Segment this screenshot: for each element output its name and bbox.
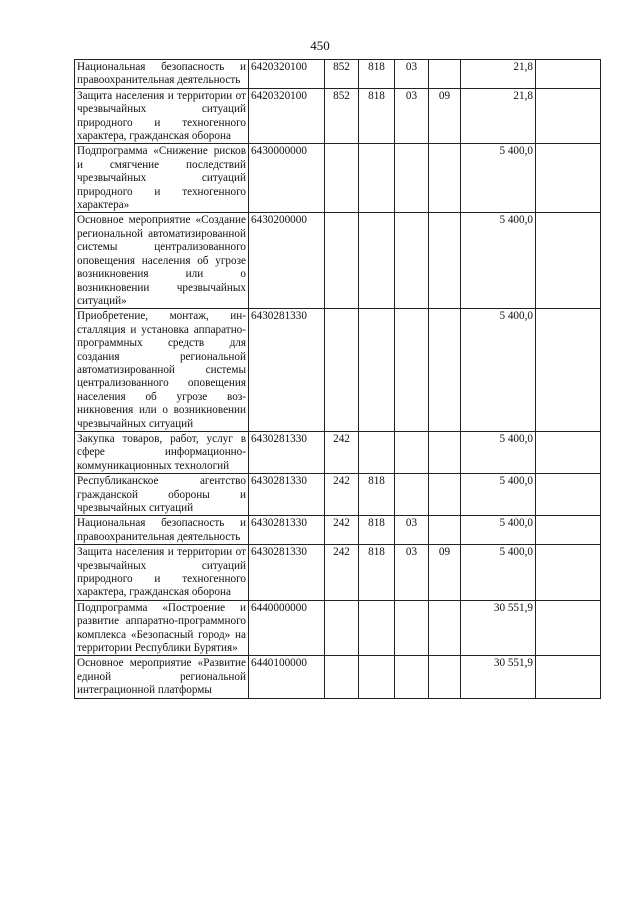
row-grbs: 818 bbox=[359, 60, 395, 89]
table-row bbox=[75, 600, 601, 656]
row-extra bbox=[536, 516, 601, 545]
row-extra bbox=[536, 309, 601, 432]
row-name: Приобретение, монтаж, инсталляция и установка аппаратно-программных средств для создания региональной автоматизированной системы централизованного оповещения населения об угрозе возникновения или о возникновении чрезвычайных ситуаций bbox=[75, 309, 249, 432]
row-extra bbox=[536, 213, 601, 309]
row-extra bbox=[536, 474, 601, 516]
row-code: 6430281330 bbox=[249, 545, 325, 601]
row-extra bbox=[536, 60, 601, 89]
row-code: 6430281330 bbox=[249, 431, 325, 473]
row-amount: 21,8 bbox=[461, 60, 536, 89]
row-code: 6430200000 bbox=[249, 213, 325, 309]
row-vr bbox=[325, 656, 359, 698]
row-amount: 5 400,0 bbox=[461, 309, 536, 432]
row-amount: 5 400,0 bbox=[461, 516, 536, 545]
row-rz: 03 bbox=[395, 516, 429, 545]
row-rz bbox=[395, 144, 429, 213]
row-pr bbox=[429, 60, 461, 89]
row-amount: 21,8 bbox=[461, 88, 536, 144]
row-vr: 242 bbox=[325, 431, 359, 473]
row-grbs bbox=[359, 309, 395, 432]
row-amount: 5 400,0 bbox=[461, 474, 536, 516]
row-name: Защита населения и территории от чрезвычайных ситуаций природного и техногенного характера, гражданская оборона bbox=[75, 545, 249, 601]
table-row bbox=[75, 309, 601, 432]
row-pr bbox=[429, 431, 461, 473]
row-vr: 242 bbox=[325, 474, 359, 516]
row-pr bbox=[429, 516, 461, 545]
row-name: Национальная безопасность и правоохранительная деятельность bbox=[75, 60, 249, 89]
row-rz bbox=[395, 431, 429, 473]
row-grbs: 818 bbox=[359, 516, 395, 545]
row-extra bbox=[536, 600, 601, 656]
row-rz: 03 bbox=[395, 545, 429, 601]
row-extra bbox=[536, 656, 601, 698]
row-grbs bbox=[359, 213, 395, 309]
row-name: Республиканское агентство гражданской обороны и чрезвычайных ситуаций bbox=[75, 474, 249, 516]
row-code: 6440100000 bbox=[249, 656, 325, 698]
row-name: Основное мероприятие «Создание региональной автоматизированной системы централизованного оповещения населения об угрозе возникновения или о возникновении чрезвычайных ситуаций» bbox=[75, 213, 249, 309]
row-amount: 5 400,0 bbox=[461, 144, 536, 213]
row-pr bbox=[429, 309, 461, 432]
table-row bbox=[75, 516, 601, 545]
row-pr bbox=[429, 213, 461, 309]
row-name: Основное мероприятие «Развитие единой региональной интеграционной платформы bbox=[75, 656, 249, 698]
row-vr bbox=[325, 600, 359, 656]
row-name: Подпрограмма «Снижение рисков и смягчение последствий чрезвычайных ситуаций природного и техногенного характера» bbox=[75, 144, 249, 213]
row-code: 6430281330 bbox=[249, 309, 325, 432]
row-name: Подпрограмма «Построение и развитие аппаратно-программного комплекса «Безопасный город» на территории Республики Бурятия» bbox=[75, 600, 249, 656]
table-row bbox=[75, 213, 601, 309]
row-amount: 5 400,0 bbox=[461, 213, 536, 309]
row-code: 6430281330 bbox=[249, 474, 325, 516]
row-rz bbox=[395, 656, 429, 698]
row-grbs bbox=[359, 431, 395, 473]
row-rz bbox=[395, 600, 429, 656]
row-code: 6420320100 bbox=[249, 60, 325, 89]
row-rz bbox=[395, 309, 429, 432]
row-grbs: 818 bbox=[359, 545, 395, 601]
row-amount: 30 551,9 bbox=[461, 656, 536, 698]
row-rz bbox=[395, 474, 429, 516]
row-rz: 03 bbox=[395, 88, 429, 144]
row-grbs bbox=[359, 656, 395, 698]
row-extra bbox=[536, 88, 601, 144]
row-extra bbox=[536, 144, 601, 213]
table-row bbox=[75, 545, 601, 601]
row-amount: 5 400,0 bbox=[461, 545, 536, 601]
page-number: 450 bbox=[310, 38, 330, 53]
row-amount: 30 551,9 bbox=[461, 600, 536, 656]
row-pr bbox=[429, 656, 461, 698]
table-row bbox=[75, 656, 601, 698]
row-pr: 09 bbox=[429, 545, 461, 601]
table-row bbox=[75, 88, 601, 144]
row-grbs: 818 bbox=[359, 474, 395, 516]
row-name: Закупка товаров, работ, услуг в сфере информационно-коммуникационных технологий bbox=[75, 431, 249, 473]
table-row bbox=[75, 431, 601, 473]
row-pr bbox=[429, 144, 461, 213]
row-extra bbox=[536, 431, 601, 473]
row-vr bbox=[325, 144, 359, 213]
row-code: 6440000000 bbox=[249, 600, 325, 656]
row-name: Национальная безопасность и правоохранительная деятельность bbox=[75, 516, 249, 545]
row-pr: 09 bbox=[429, 88, 461, 144]
row-rz bbox=[395, 213, 429, 309]
row-code: 6420320100 bbox=[249, 88, 325, 144]
row-grbs bbox=[359, 600, 395, 656]
budget-table bbox=[74, 59, 601, 699]
row-vr bbox=[325, 309, 359, 432]
row-grbs: 818 bbox=[359, 88, 395, 144]
row-vr: 242 bbox=[325, 516, 359, 545]
row-pr bbox=[429, 600, 461, 656]
row-grbs bbox=[359, 144, 395, 213]
row-rz: 03 bbox=[395, 60, 429, 89]
row-code: 6430281330 bbox=[249, 516, 325, 545]
table-row bbox=[75, 144, 601, 213]
table-row bbox=[75, 474, 601, 516]
row-vr: 242 bbox=[325, 545, 359, 601]
row-vr: 852 bbox=[325, 88, 359, 144]
row-pr bbox=[429, 474, 461, 516]
row-vr bbox=[325, 213, 359, 309]
row-amount: 5 400,0 bbox=[461, 431, 536, 473]
row-code: 6430000000 bbox=[249, 144, 325, 213]
table-row bbox=[75, 60, 601, 89]
row-vr: 852 bbox=[325, 60, 359, 89]
row-extra bbox=[536, 545, 601, 601]
row-name: Защита населения и территории от чрезвычайных ситуаций природного и техногенного характера, гражданская оборона bbox=[75, 88, 249, 144]
